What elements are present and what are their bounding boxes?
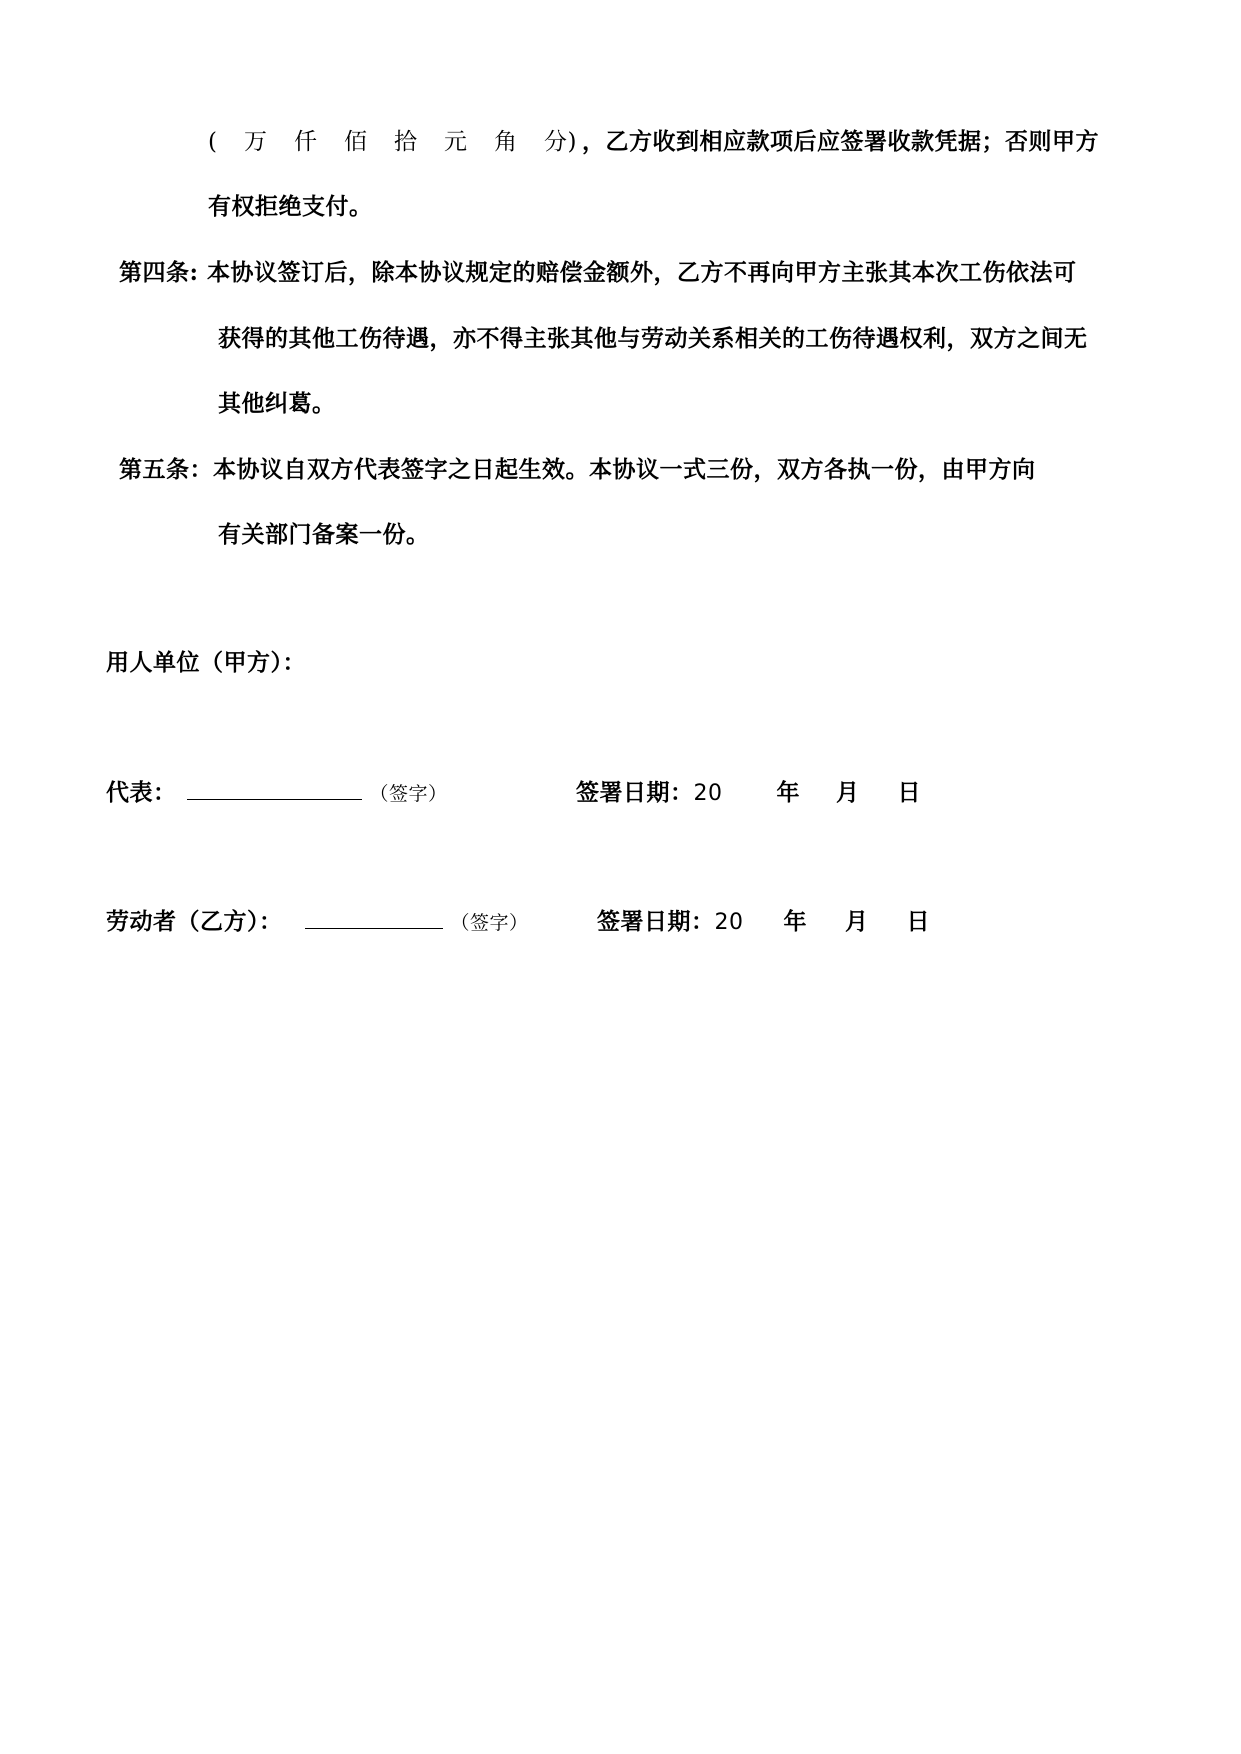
- representative-date: [576, 778, 921, 809]
- amount-unit: 拾: [394, 129, 418, 155]
- representative-month-label: 月: [836, 779, 860, 806]
- amount-unit: (: [208, 129, 218, 155]
- worker-year-prefix: 20: [714, 910, 744, 935]
- representative-sign-note: （签字）: [369, 783, 448, 805]
- amount-unit: 元: [444, 129, 468, 155]
- worker-year-label: 年: [783, 908, 807, 935]
- article-4-label: 第四条:: [119, 259, 199, 286]
- article-5-line-2: 有关部门备案一份。: [218, 521, 430, 548]
- worker-month-label: 月: [845, 908, 869, 935]
- worker-label: 劳动者（乙方）：: [106, 908, 283, 935]
- employer-label: 用人单位（甲方）：: [106, 649, 306, 676]
- representative-year-prefix: 20: [693, 781, 723, 806]
- article-5-label: 第五条：: [119, 456, 213, 483]
- article-4-line-2: 获得的其他工伤待遇，亦不得主张其他与劳动关系相关的工伤待遇权利，双方之间无: [218, 325, 1088, 352]
- representative-year-label: 年: [776, 779, 800, 806]
- worker-row: [106, 907, 529, 938]
- worker-sign-note: （签字）: [450, 912, 529, 934]
- amount-blank: [208, 129, 582, 155]
- article-5-text-1: 本协议自双方代表签字之日起生效。本协议一式三份，双方各执一份，由甲方向: [213, 456, 1036, 483]
- article-5-line-1: [119, 455, 1036, 485]
- amount-unit: 万: [244, 129, 268, 155]
- article-4-text-1: 本协议签订后，除本协议规定的赔偿金额外，乙方不再向甲方主张其本次工伤依法可: [207, 259, 1077, 286]
- representative-row: [106, 778, 448, 809]
- article-4-line-3: 其他纠葛。: [218, 390, 336, 417]
- amount-unit: 角: [494, 129, 518, 155]
- representative-date-label: 签署日期：: [576, 779, 694, 806]
- amount-unit: 佰: [344, 129, 368, 155]
- payment-line-2: 有权拒绝支付。: [208, 193, 373, 220]
- payment-line-1: [208, 127, 1099, 157]
- representative-label: 代表：: [106, 779, 177, 806]
- representative-day-label: 日: [897, 779, 921, 806]
- representative-signature-line: [187, 781, 362, 800]
- worker-signature-line: [305, 910, 443, 929]
- article-4-line-1: [119, 258, 1077, 288]
- amount-unit: 仟: [294, 129, 318, 155]
- worker-date: [597, 907, 930, 938]
- amount-unit: 分): [544, 129, 577, 155]
- payment-line-1-text: ，乙方收到相应款项后应签署收款凭据；否则甲方: [582, 128, 1099, 155]
- worker-date-label: 签署日期：: [597, 908, 715, 935]
- worker-day-label: 日: [906, 908, 930, 935]
